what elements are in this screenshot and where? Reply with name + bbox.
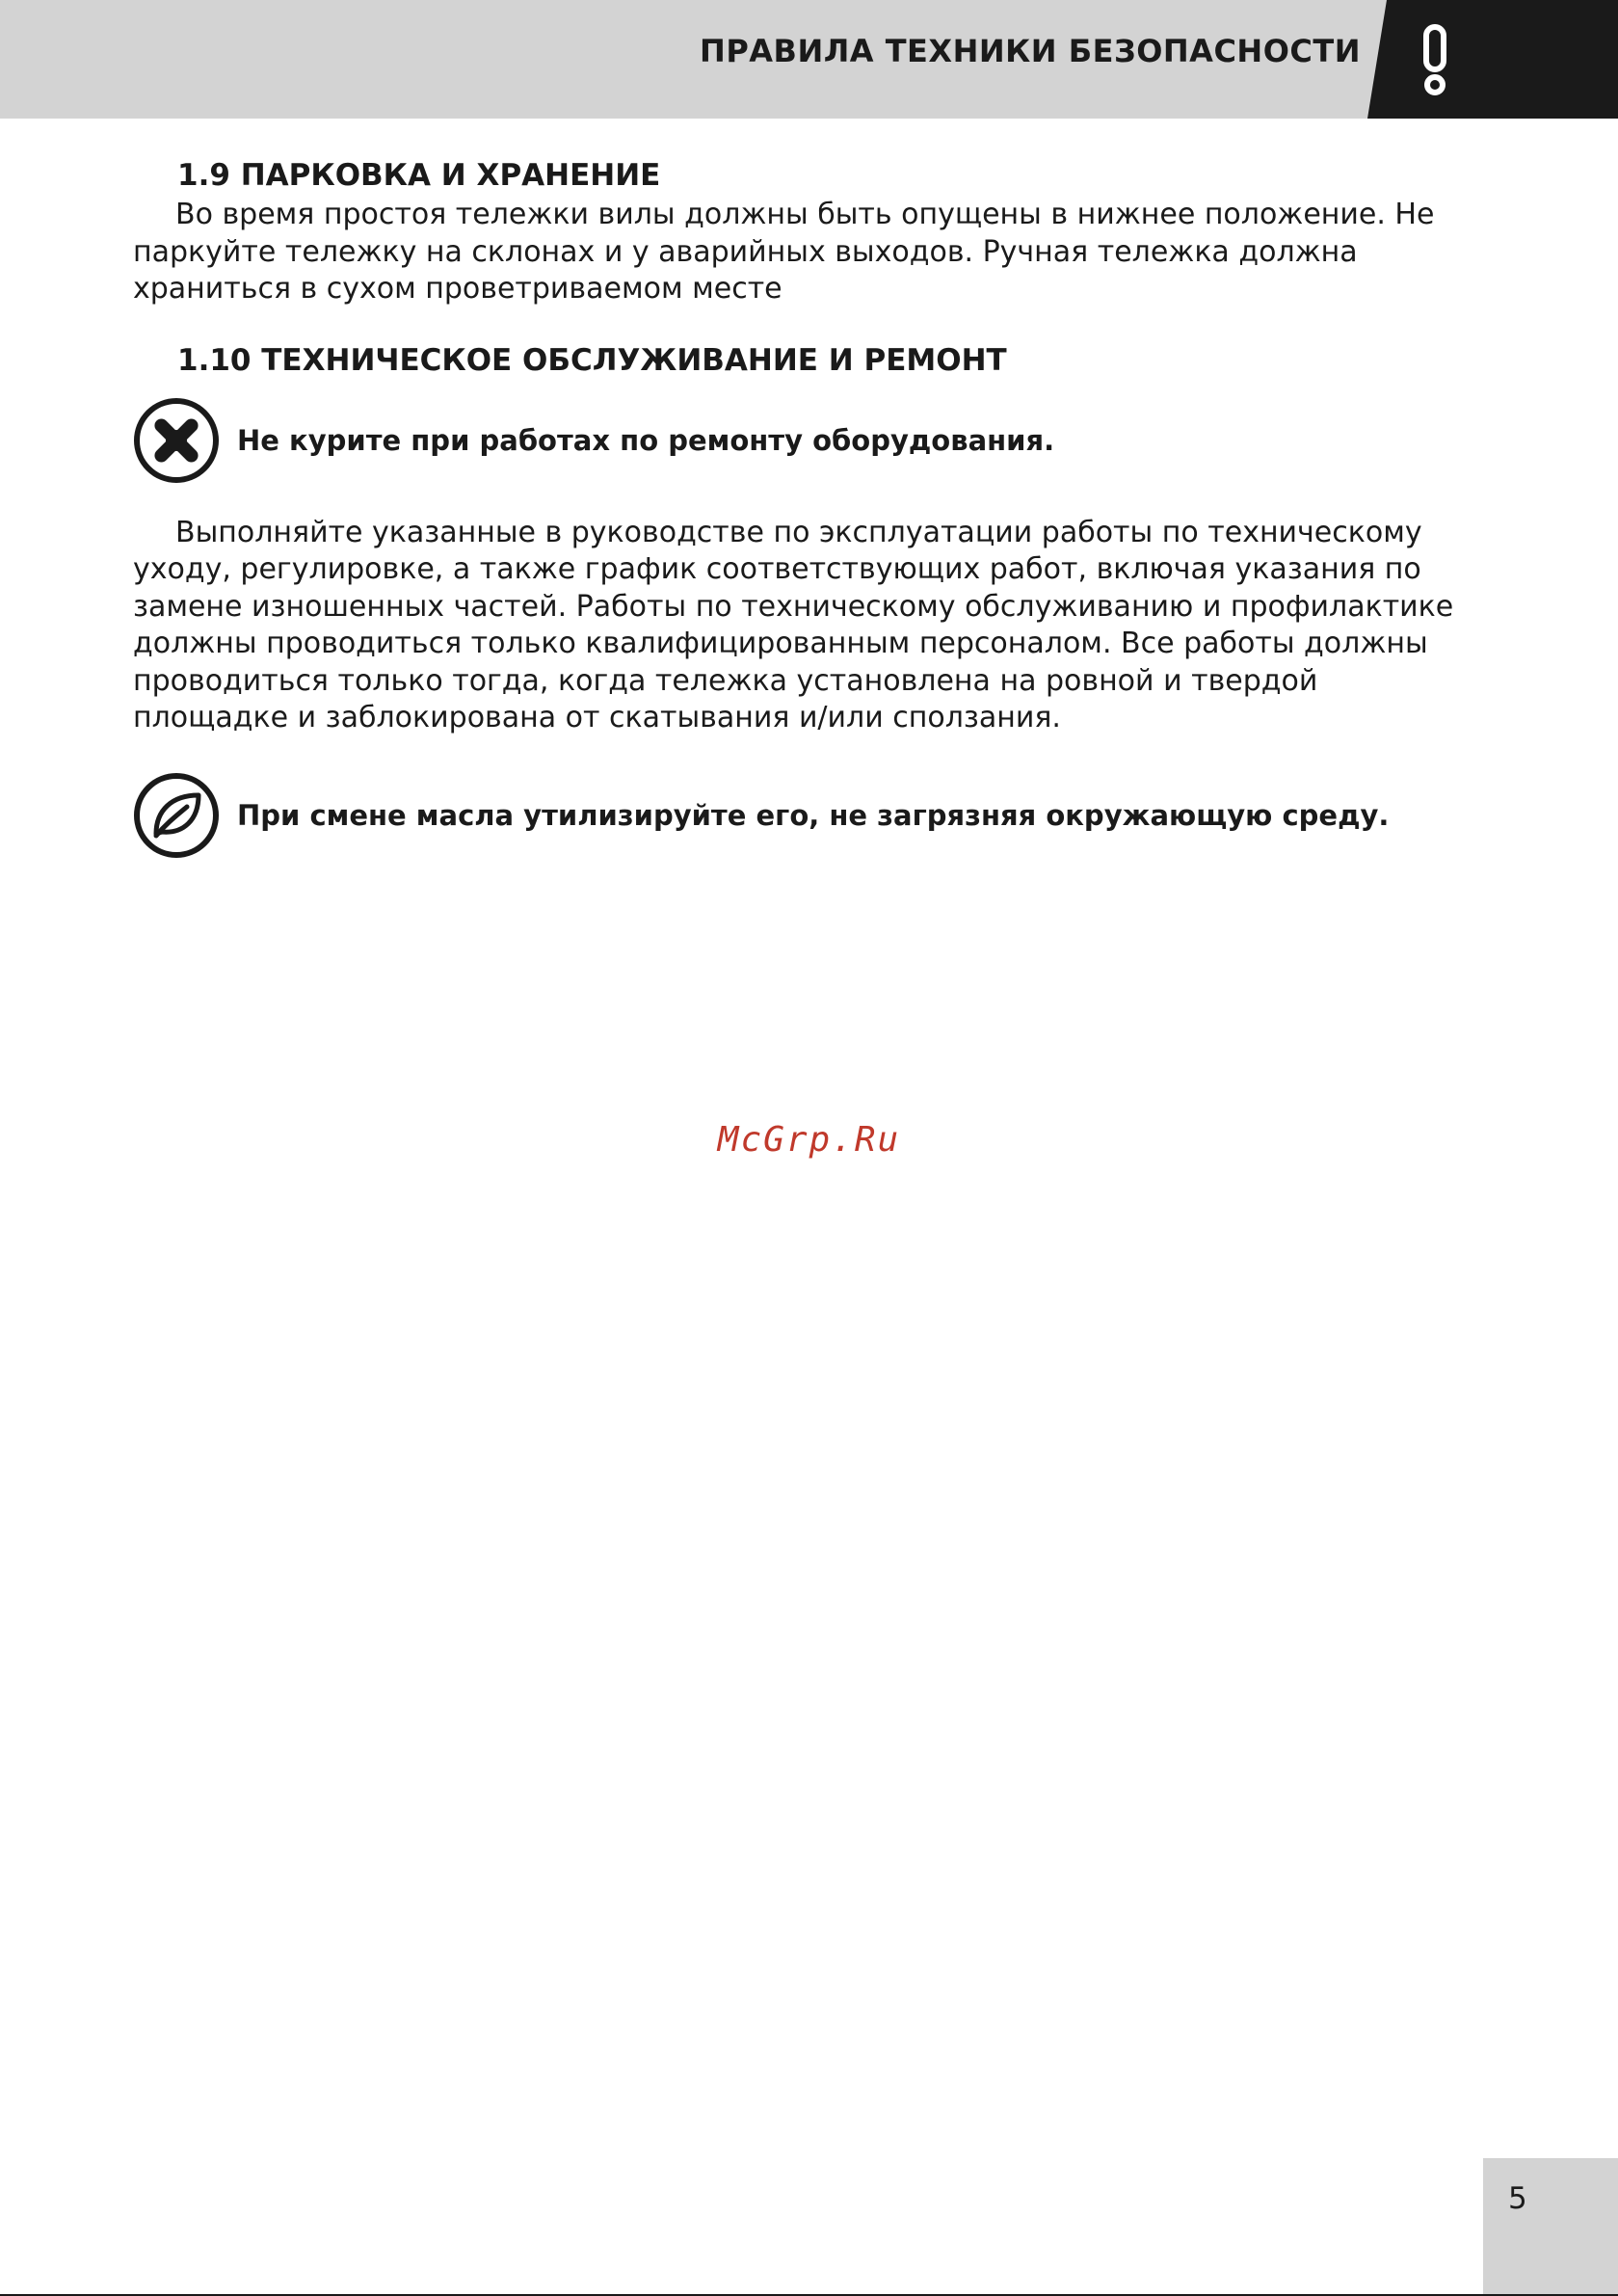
parking-paragraph: Во время простоя тележки вилы должны быть опущены в нижнее положение. Не паркуйте тележку на склонах и у аварийных выходов. Ручная тележка должна храниться в сухом проветриваемом месте xyxy=(133,198,1435,306)
header-title: ПРАВИЛА ТЕХНИКИ БЕЗОПАСНОСТИ xyxy=(700,33,1361,69)
prohibition-cross-icon xyxy=(133,397,220,484)
page-content xyxy=(133,154,1472,859)
notice-oil-disposal-text: При смене масла утилизируйте его, не загрязняя окружающую среду. xyxy=(237,798,1390,832)
notice-no-smoking xyxy=(133,397,1472,484)
exclamation-icon xyxy=(1367,0,1618,119)
notice-oil-disposal xyxy=(133,772,1472,859)
section-heading-maintenance: 1.10 ТЕХНИЧЕСКОЕ ОБСЛУЖИВАНИЕ И РЕМОНТ xyxy=(177,342,1007,378)
maintenance-paragraph: Выполняйте указанные в руководстве по эксплуатации работы по техническому уходу, регулировке, а также график соответствующих работ, включая указания по замене изношенных частей. Работы по техническому обслуживанию и профилактике должны проводиться только квалифицированным персоналом. Все работы должны проводиться только тогда, когда тележка установлена на ровной и твердой площадке и заблокирована от скатывания и/или сползания. xyxy=(133,515,1454,734)
section-heading-parking: 1.9 ПАРКОВКА И ХРАНЕНИЕ xyxy=(177,158,661,193)
notice-no-smoking-text: Не курите при работах по ремонту оборудования. xyxy=(237,423,1055,457)
leaf-icon xyxy=(133,772,220,859)
page-number: 5 xyxy=(1508,2181,1527,2216)
watermark: McGrp.Ru xyxy=(717,1120,901,1160)
header-tab xyxy=(1367,0,1618,119)
page-number-box xyxy=(1483,2158,1618,2296)
